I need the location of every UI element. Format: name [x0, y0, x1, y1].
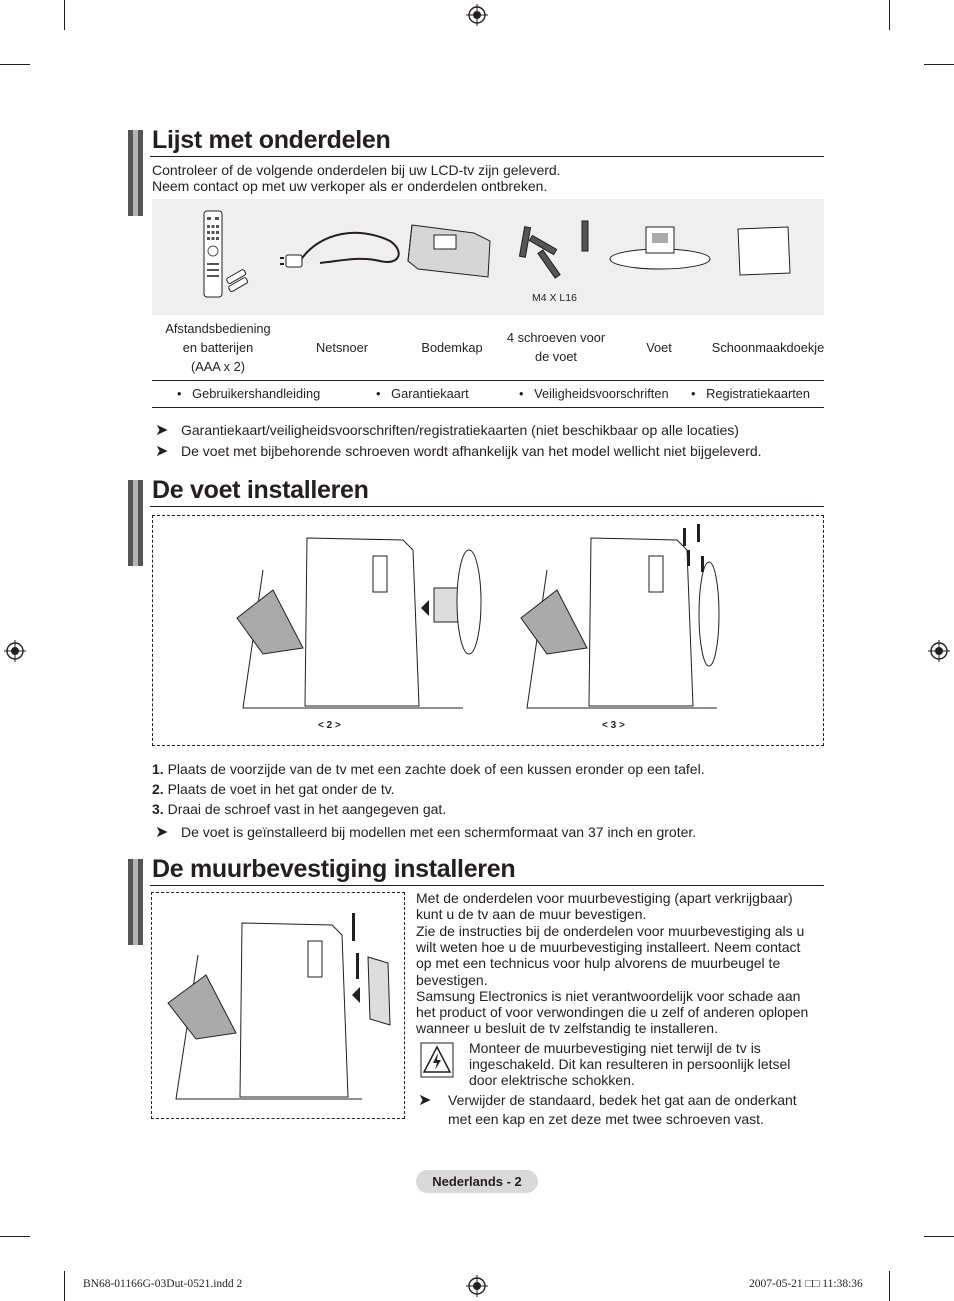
part-label-stand: Voet: [646, 340, 672, 355]
accessories-row: [152, 380, 824, 408]
figure-caption: < 2 >: [318, 720, 341, 731]
wall-paragraph-line: bevestigen.: [416, 972, 488, 988]
part-label-cloth: Schoonmaakdoekje: [711, 340, 825, 355]
file-name: BN68-01166G-03Dut-0521.indd 2: [83, 1278, 243, 1290]
remote-control-illustration: [198, 209, 250, 301]
accessory-item: • Registratiekaarten: [691, 386, 811, 401]
wall-mount-illustration: [162, 903, 398, 1109]
wall-warning-line: door elektrische schokken.: [469, 1072, 635, 1088]
wall-figure-box: [151, 892, 405, 1119]
crop-mark: [889, 1271, 890, 1301]
crop-mark: [924, 1236, 954, 1237]
crop-mark: [889, 0, 890, 30]
parts-intro-line2: Neem contact op met uw verkoper als er onderdelen ontbreken.: [152, 178, 548, 194]
wall-warning-line: Monteer de muurbevestiging niet terwijl de tv is: [469, 1040, 761, 1056]
registration-mark-icon: [466, 4, 488, 26]
stand-step2-illustration: [233, 530, 503, 720]
title-rule: [150, 156, 824, 157]
wall-paragraph-line: Samsung Electronics is niet verantwoordelijk voor schade aan: [416, 988, 801, 1004]
wall-note-line: met een kap en zet deze met twee schroeven vast.: [448, 1111, 764, 1127]
wall-paragraph-line: wilt weten hoe u de muurbevestiging installeert. Neem contact: [416, 939, 801, 955]
figure-caption: < 3 >: [602, 720, 625, 731]
stand-step: 2. Plaats de voet in het gat onder de tv.: [152, 781, 395, 797]
electric-warning-icon: [420, 1042, 454, 1078]
wall-warning-line: ingeschakeld. Dit kan resulteren in persoonlijk letsel: [469, 1056, 791, 1072]
accessory-item: • Gebruikershandleiding: [177, 386, 321, 401]
accessory-item: • Veiligheidsvoorschriften: [519, 386, 669, 401]
section-bar: [128, 130, 143, 216]
wall-note-line: Verwijder de standaard, bedek het gat aan de onderkant: [448, 1092, 797, 1108]
crop-mark: [64, 0, 65, 30]
screws-illustration: [516, 217, 596, 287]
wall-section-title: De muurbevestiging installeren: [152, 855, 516, 883]
wall-paragraph-line: op met een technicus voor hulp alvorens de muurbeugel te: [416, 955, 781, 971]
wall-paragraph-line: Zie de instructies bij de onderdelen voor muurbevestiging als u: [416, 923, 805, 939]
parts-section-title: Lijst met onderdelen: [152, 126, 391, 154]
registration-mark-icon: [928, 640, 950, 662]
section-bar: [128, 859, 143, 945]
part-label-cover-bottom: Bodemkap: [421, 340, 483, 355]
parts-note: ➤ De voet met bijbehorende schroeven wordt afhankelijk van het model wellicht niet bijgeleverd.: [155, 443, 762, 460]
wall-paragraph-line: het product of voor verwondingen die u zelf of anderen oplopen: [416, 1004, 809, 1020]
stand-step3-illustration: [517, 522, 757, 720]
crop-mark: [64, 1271, 65, 1301]
part-label-remote: Afstandsbediening en batterijen (AAA x 2): [165, 321, 271, 374]
screw-spec-label: M4 X L16: [532, 292, 577, 304]
part-label-screws: 4 schroeven voor de voet: [506, 330, 606, 364]
part-label-power-cord: Netsnoer: [316, 340, 368, 355]
section-bar: [128, 480, 143, 566]
stand-note: ➤ De voet is geïnstalleerd bij modellen met een schermformaat van 37 inch en groter.: [155, 824, 697, 841]
cleaning-cloth-illustration: [734, 225, 794, 277]
arrow-note-icon: ➤: [155, 422, 169, 439]
print-timestamp: 2007-05-21 □□ 11:38:36: [749, 1278, 863, 1290]
wall-paragraph-line: kunt u de tv aan de muur bevestigen.: [416, 906, 647, 922]
parts-intro-line1: Controleer of de volgende onderdelen bij uw LCD-tv zijn geleverd.: [152, 162, 561, 178]
power-cord-illustration: [280, 221, 410, 277]
accessory-item: • Garantiekaart: [376, 386, 469, 401]
parts-note: ➤ Garantiekaart/veiligheidsvoorschriften/registratiekaarten (niet beschikbaar op alle locaties): [155, 422, 739, 439]
stand-section-title: De voet installeren: [152, 476, 369, 504]
parts-illustration-panel: [152, 199, 824, 315]
wall-paragraph-line: wanneer u besluit de tv zelfstandig te installeren.: [416, 1020, 718, 1036]
cover-bottom-illustration: [404, 219, 494, 283]
stand-illustration: [606, 223, 716, 273]
registration-mark-icon: [466, 1275, 488, 1297]
page-number-badge: Nederlands - 2: [416, 1170, 538, 1193]
registration-mark-icon: [4, 640, 26, 662]
crop-mark: [0, 1236, 30, 1237]
wall-paragraph-line: Met de onderdelen voor muurbevestiging (apart verkrijgbaar): [416, 890, 793, 906]
title-rule: [150, 506, 824, 507]
stand-step: 1. Plaats de voorzijde van de tv met een zachte doek of een kussen eronder op een tafel.: [152, 761, 705, 777]
crop-mark: [0, 64, 30, 65]
stand-step: 3. Draai de schroef vast in het aangegeven gat.: [152, 801, 447, 817]
stand-figure-box: [152, 515, 824, 746]
arrow-note-icon: ➤: [418, 1092, 432, 1109]
arrow-note-icon: ➤: [155, 824, 169, 841]
arrow-note-icon: ➤: [155, 443, 169, 460]
crop-mark: [924, 64, 954, 65]
title-rule: [150, 885, 824, 886]
